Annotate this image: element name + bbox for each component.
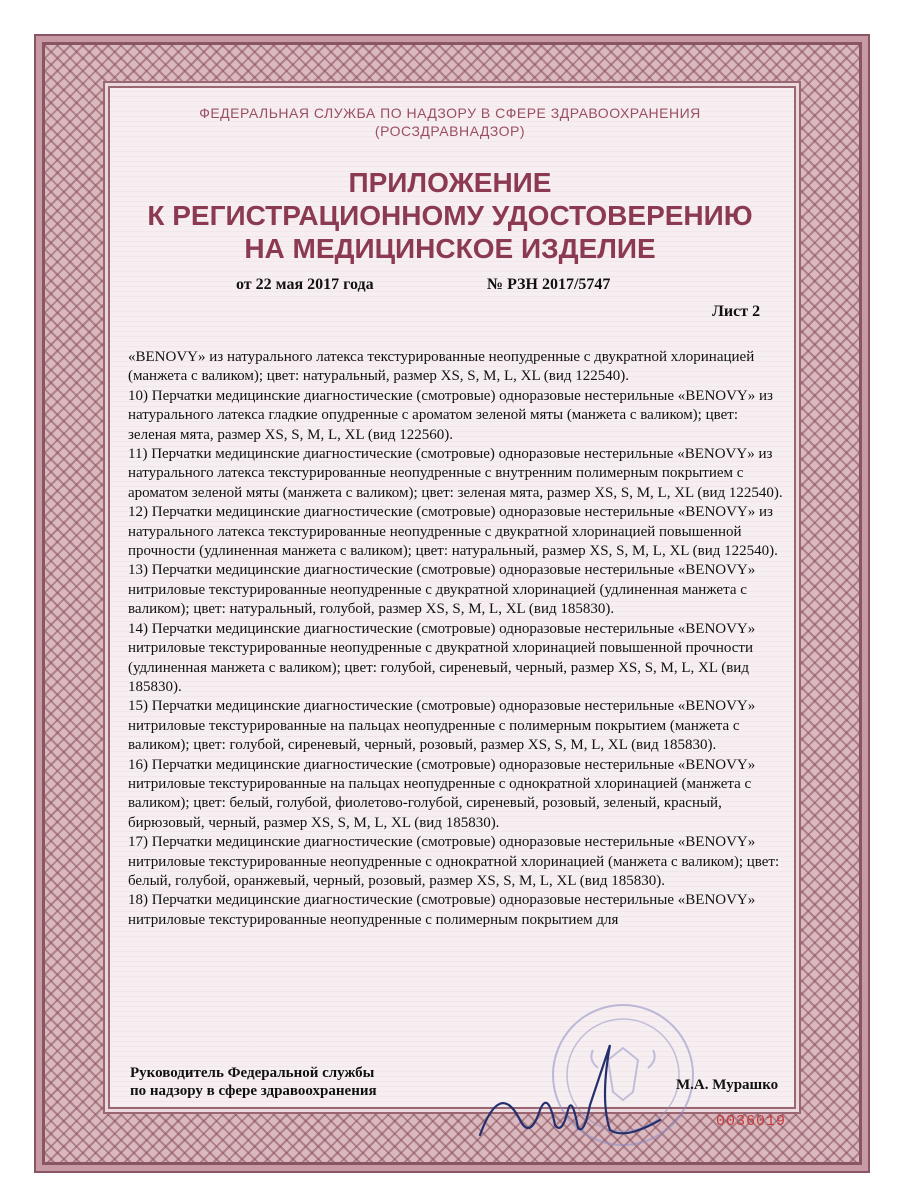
body-paragraph: 13) Перчатки медицинские диагностические (смотровые) одноразовые нестерильные «BENOVY» нитриловые текстурированные неопудренные с двукратной хлоринацией (удлиненная манжета с валиком); цвет: натуральный, голубой, размер XS, S, M, L, XL (вид 185830). xyxy=(128,562,756,618)
document-title-line3: НА МЕДИЦИНСКОЕ ИЗДЕЛИЕ xyxy=(244,233,656,264)
body-paragraph: 12) Перчатки медицинские диагностические (смотровые) одноразовые нестерильные «BENOVY» из натурального латекса текстурированные неопудренные с двукратной хлоринацией повышенной прочности (удлиненная манжета с валиком); цвет: натуральный, размер XS, S, M, L, XL (вид 122540). xyxy=(128,504,778,560)
body-paragraph: 10) Перчатки медицинские диагностические (смотровые) одноразовые нестерильные «BENOVY» из натурального латекса гладкие опудренные с ароматом зеленой мяты (манжета с валиком); цвет: зеленая мята, размер XS, S, M, L, XL (вид 122560). xyxy=(128,387,773,443)
agency-abbreviation: (РОСЗДРАВНАДЗОР) xyxy=(374,123,526,139)
body-paragraph: 14) Перчатки медицинские диагностические (смотровые) одноразовые нестерильные «BENOVY» нитриловые текстурированные неопудренные с двукратной хлоринацией повышенной прочности (удлиненная манжета с валиком); цвет: голубой, сиреневый, черный, размер XS, S, M, L, XL (вид 185830). xyxy=(128,620,756,695)
document-body xyxy=(128,348,788,930)
sheet-number: Лист 2 xyxy=(712,303,761,320)
body-paragraph: «BENOVY» из натурального латекса текстурированные неопудренные с двукратной хлоринацией (манжета с валиком); цвет: натуральный, размер XS, S, M, L, XL (вид 122540). xyxy=(128,349,755,385)
document-title-line1: ПРИЛОЖЕНИЕ xyxy=(348,167,552,198)
registration-number: № РЗН 2017/5747 xyxy=(487,276,611,293)
body-paragraph: 11) Перчатки медицинские диагностические (смотровые) одноразовые нестерильные «BENOVY» из натурального латекса текстурированные неопудренные с внутренним полимерным покрытием с ароматом зеленой мяты (манжета с валиком); цвет: зеленая мята, размер XS, S, M, L, XL (вид 122540). xyxy=(128,446,783,501)
body-paragraph: 18) Перчатки медицинские диагностические (смотровые) одноразовые нестерильные «BENOVY» нитриловые текстурированные неопудренные с полимерным покрытием для xyxy=(128,892,756,928)
agency-name: ФЕДЕРАЛЬНАЯ СЛУЖБА ПО НАДЗОРУ В СФЕРЕ ЗДРАВООХРАНЕНИЯ xyxy=(199,105,701,121)
document-title-line2: К РЕГИСТРАЦИОННОМУ УДОСТОВЕРЕНИЮ xyxy=(147,200,753,231)
issue-date: от 22 мая 2017 года xyxy=(236,276,374,293)
signatory-name: М.А. Мурашко xyxy=(676,1077,779,1093)
body-paragraph: 16) Перчатки медицинские диагностические (смотровые) одноразовые нестерильные «BENOVY» нитриловые текстурированные на пальцах неопудренные с однократной хлоринацией (манжета с валиком); цвет: белый, голубой, фиолетово-голубой, сиреневый, розовый, зеленый, красный, бирюзовый, черный, размер XS, S, M, L, XL (вид 185830). xyxy=(128,756,756,831)
body-paragraph: 17) Перчатки медицинские диагностические (смотровые) одноразовые нестерильные «BENOVY» нитриловые текстурированные неопудренные с однократной хлоринацией (манжета с валиком); цвет: белый, голубой, оранжевый, черный, розовый, размер XS, S, M, L, XL (вид 185830). xyxy=(128,834,780,889)
handwritten-signature-icon xyxy=(460,1040,680,1150)
signatory-role-line1: Руководитель Федеральной службы xyxy=(130,1065,375,1081)
signatory-role-line2: по надзору в сфере здравоохранения xyxy=(130,1083,377,1099)
body-paragraph: 15) Перчатки медицинские диагностические (смотровые) одноразовые нестерильные «BENOVY» нитриловые текстурированные на пальцах неопудренные с полимерным покрытием (манжета с валиком); цвет: голубой, сиреневый, черный, розовый, размер XS, S, M, L, XL (вид 185830). xyxy=(128,698,756,754)
serial-number: 0036019 xyxy=(716,1113,787,1130)
